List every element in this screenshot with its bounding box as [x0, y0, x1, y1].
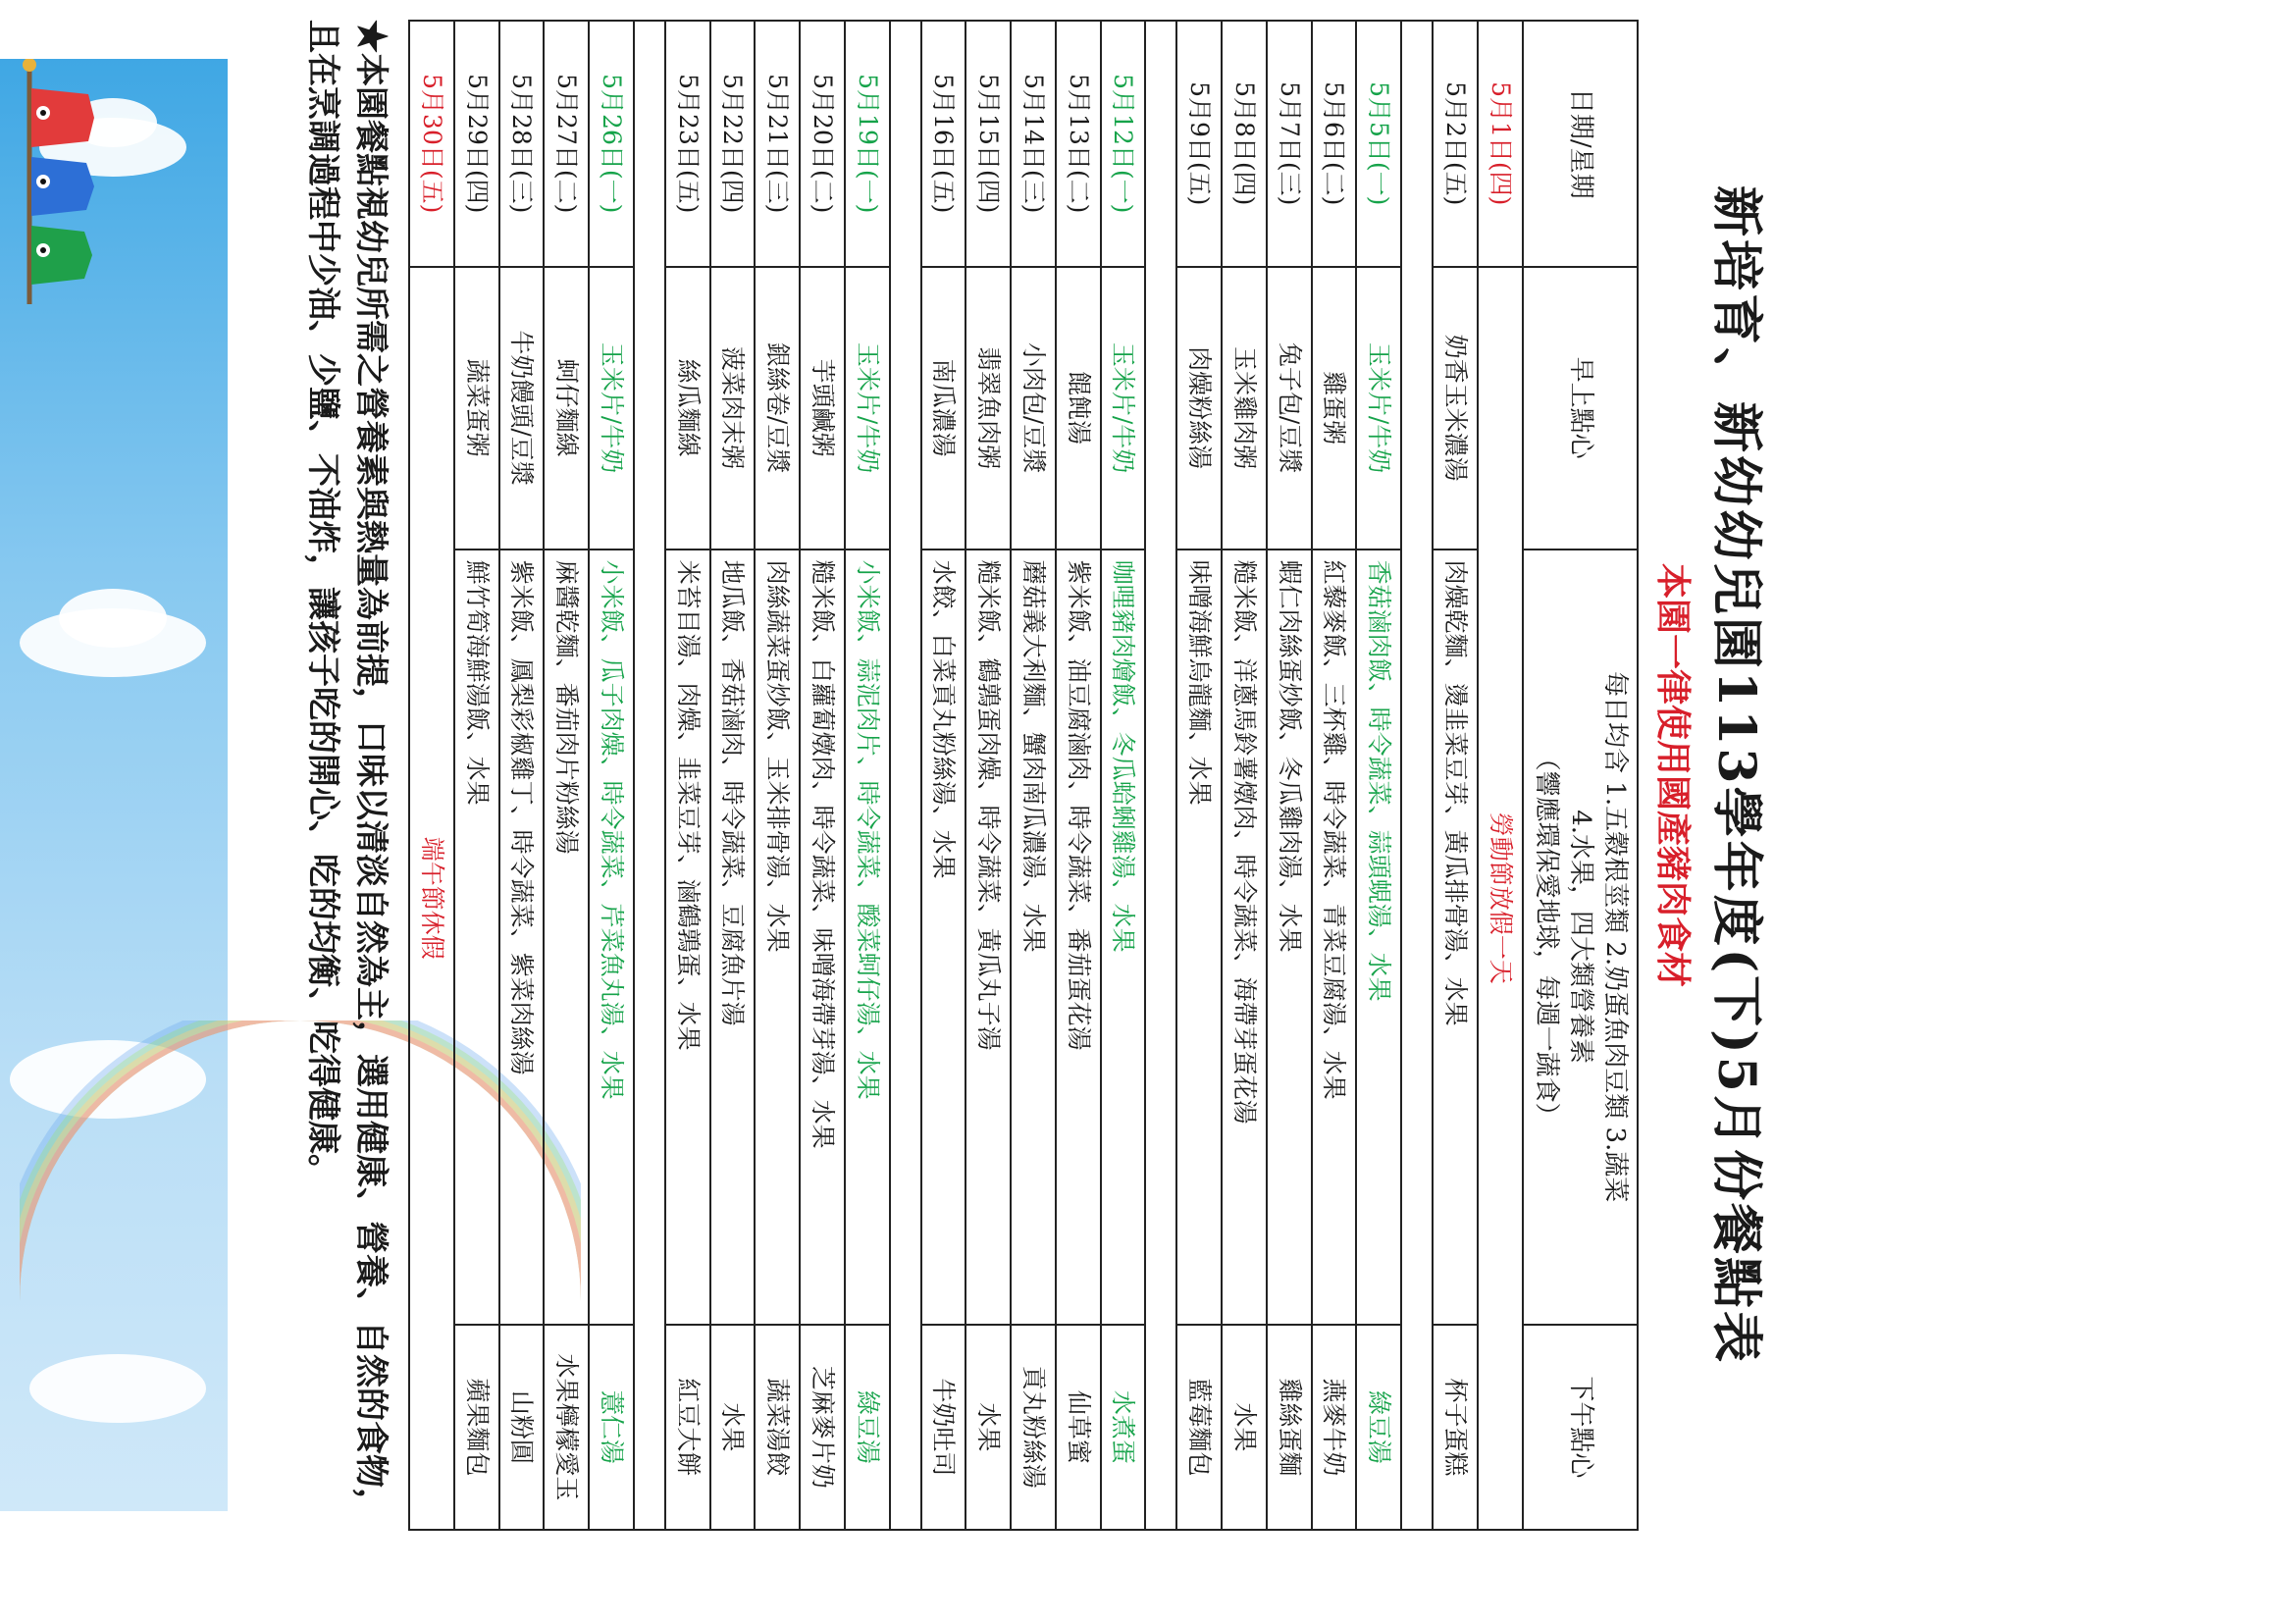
date-cell: 5月26日(一): [589, 21, 634, 267]
separator-cell: [890, 21, 921, 1530]
lunch-cell: 肉絲蔬菜蛋炒飯、玉米排骨湯、水果: [755, 550, 800, 1325]
week-separator: [1401, 21, 1433, 1530]
afternoon-snack-cell: 仙草蜜: [1056, 1325, 1101, 1530]
menu-body: [409, 21, 1523, 1530]
header-date: 日期/星期: [1523, 21, 1638, 267]
lunch-cell: 水餃、白菜貢丸粉絲湯、水果: [921, 550, 966, 1325]
morning-snack-cell: 牛奶饅頭/豆漿: [499, 267, 545, 550]
week-separator: [634, 21, 665, 1530]
morning-snack-cell: 玉米片/牛奶: [845, 267, 890, 550]
lunch-cell: 肉燥乾麵、燙韭菜豆芽、黃瓜排骨湯、水果: [1433, 550, 1478, 1325]
date-cell: 5月6日(二): [1312, 21, 1357, 267]
morning-snack-cell: 奶香玉米濃湯: [1433, 267, 1478, 550]
lunch-header-line3: （響應環保愛地球，每週一蔬食）: [1531, 745, 1561, 1128]
date-cell: 5月1日(四): [1478, 21, 1523, 267]
afternoon-snack-cell: 雞絲蛋麵: [1267, 1325, 1312, 1530]
morning-snack-cell: 肉燥粉絲湯: [1176, 267, 1222, 550]
lunch-header-line2: 4.水果，四大類營養素: [1565, 810, 1595, 1065]
afternoon-snack-cell: 水果: [965, 1325, 1011, 1530]
document-title: 新培育、新幼幼兒園113學年度(下)5月份餐點表: [1706, 185, 1766, 1365]
lunch-cell: 紫米飯、鳳梨彩椒雞丁、時令蔬菜、紫菜肉絲湯: [499, 550, 545, 1325]
morning-snack-cell: 玉米片/牛奶: [1101, 267, 1146, 550]
date-cell: 5月20日(二): [800, 21, 845, 267]
afternoon-snack-cell: 薏仁湯: [589, 1325, 634, 1530]
date-cell: 5月22日(四): [710, 21, 756, 267]
afternoon-snack-cell: 杯子蛋糕: [1433, 1325, 1478, 1530]
lunch-cell: 地瓜飯、香菇滷肉、時令蔬菜、豆腐魚片湯: [710, 550, 756, 1325]
menu-document: [302, 10, 1788, 1541]
holiday-row: [409, 21, 454, 1530]
table-row: [1176, 21, 1222, 1530]
table-row: [1312, 21, 1357, 1530]
afternoon-snack-cell: 芝麻麥片奶: [800, 1325, 845, 1530]
morning-snack-cell: 南瓜濃湯: [921, 267, 966, 550]
separator-cell: [1401, 21, 1433, 1530]
afternoon-snack-cell: 燕麥牛奶: [1312, 1325, 1357, 1530]
table-row: [454, 21, 499, 1530]
date-cell: 5月27日(二): [544, 21, 589, 267]
morning-snack-cell: 銀絲卷/豆漿: [755, 267, 800, 550]
table-row: [1056, 21, 1101, 1530]
header-morning: 早上點心: [1523, 267, 1638, 550]
date-cell: 5月19日(一): [845, 21, 890, 267]
holiday-note: 端午節休假: [409, 267, 454, 1530]
morning-snack-cell: 玉米雞肉粥: [1222, 267, 1267, 550]
lunch-cell: 小米飯、瓜子肉燥、時令蔬菜、芹菜魚丸湯、水果: [589, 550, 634, 1325]
lunch-cell: 咖哩豬肉燴飯、冬瓜蛤蜊雞湯、水果: [1101, 550, 1146, 1325]
morning-snack-cell: 餛飩湯: [1056, 267, 1101, 550]
afternoon-snack-cell: 牛奶吐司: [921, 1325, 966, 1530]
lunch-cell: 糙米飯、白蘿蔔燉肉、時令蔬菜、味噌海帶芽湯、水果: [800, 550, 845, 1325]
afternoon-snack-cell: 貢丸粉絲湯: [1011, 1325, 1056, 1530]
table-header-row: [1523, 21, 1638, 1530]
lunch-cell: 小米飯、蒜泥肉片、時令蔬菜、酸菜蚵仔湯、水果: [845, 550, 890, 1325]
lunch-cell: 米苔目湯、肉燥、韭菜豆芽、滷鶴鶉蛋、水果: [665, 550, 710, 1325]
morning-snack-cell: 蔬菜蛋粥: [454, 267, 499, 550]
date-cell: 5月8日(四): [1222, 21, 1267, 267]
date-cell: 5月15日(四): [965, 21, 1011, 267]
carp-streamer-icon: [10, 59, 98, 314]
cloud: [29, 1354, 206, 1423]
date-cell: 5月14日(三): [1011, 21, 1056, 267]
date-cell: 5月30日(五): [409, 21, 454, 267]
table-row: [800, 21, 845, 1530]
lunch-cell: 紫米飯、油豆腐滷肉、時令蔬菜、番茄蛋花湯: [1056, 550, 1101, 1325]
afternoon-snack-cell: 水煮蛋: [1101, 1325, 1146, 1530]
morning-snack-cell: 芋頭鹹粥: [800, 267, 845, 550]
table-row: [499, 21, 545, 1530]
holiday-note: 勞動節放假一天: [1478, 267, 1523, 1530]
lunch-cell: 紅藜麥飯、三杯雞、時令蔬菜、青菜豆腐湯、水果: [1312, 550, 1357, 1325]
date-cell: 5月12日(一): [1101, 21, 1146, 267]
week-separator: [890, 21, 921, 1530]
table-row: [1222, 21, 1267, 1530]
table-row: [921, 21, 966, 1530]
morning-snack-cell: 翡翠魚肉粥: [965, 267, 1011, 550]
date-cell: 5月2日(五): [1433, 21, 1478, 267]
afternoon-snack-cell: 水果: [1222, 1325, 1267, 1530]
menu-table: [408, 20, 1639, 1531]
lunch-cell: 蘑菇義大利麵、蟹肉南瓜濃湯、水果: [1011, 550, 1056, 1325]
table-row: [1433, 21, 1478, 1530]
table-row: [845, 21, 890, 1530]
afternoon-snack-cell: 綠豆湯: [1356, 1325, 1401, 1530]
separator-cell: [1145, 21, 1176, 1530]
table-row: [710, 21, 756, 1530]
table-row: [755, 21, 800, 1530]
afternoon-snack-cell: 水果檸檬愛玉: [544, 1325, 589, 1530]
date-cell: 5月13日(二): [1056, 21, 1101, 267]
header-lunch: [1523, 550, 1638, 1325]
afternoon-snack-cell: 水果: [710, 1325, 756, 1530]
table-row: [665, 21, 710, 1530]
document-subtitle: 本園一律使用國產豬肉食材: [1652, 562, 1694, 987]
lunch-header-line1: 每日均含 1.五穀根莖類 2.奶蛋魚肉豆類 3.蔬菜: [1600, 671, 1630, 1203]
morning-snack-cell: 菠菜肉末粥: [710, 267, 756, 550]
morning-snack-cell: 玉米片/牛奶: [1356, 267, 1401, 550]
afternoon-snack-cell: 紅豆大餅: [665, 1325, 710, 1530]
table-row: [544, 21, 589, 1530]
table-row: [589, 21, 634, 1530]
header-afternoon: 下午點心: [1523, 1325, 1638, 1530]
morning-snack-cell: 雞蛋粥: [1312, 267, 1357, 550]
page: [228, 0, 2296, 1623]
separator-cell: [634, 21, 665, 1530]
date-cell: 5月29日(四): [454, 21, 499, 267]
lunch-cell: 香菇滷肉飯、時令蔬菜、蒜頭蜆湯、水果: [1356, 550, 1401, 1325]
lunch-cell: 味噌海鮮烏龍麵、水果: [1176, 550, 1222, 1325]
lunch-cell: 麻醬乾麵、番茄肉片粉絲湯: [544, 550, 589, 1325]
afternoon-snack-cell: 藍莓麵包: [1176, 1325, 1222, 1530]
date-cell: 5月7日(三): [1267, 21, 1312, 267]
lunch-cell: 鮮竹筍海鮮湯飯、水果: [454, 550, 499, 1325]
date-cell: 5月23日(五): [665, 21, 710, 267]
date-cell: 5月16日(五): [921, 21, 966, 267]
date-cell: 5月9日(五): [1176, 21, 1222, 267]
morning-snack-cell: 蚵仔麵線: [544, 267, 589, 550]
afternoon-snack-cell: 山粉圓: [499, 1325, 545, 1530]
holiday-row: [1478, 21, 1523, 1530]
cloud: [59, 589, 167, 648]
table-row: [1267, 21, 1312, 1530]
footer-note: ★本園餐點視幼兒所需之營養素與熱量為前提，口味以清淡自然為主，選用健康、營養、自然的食物，且在烹調過程中少油、少鹽、不油炸，讓孩子吃的開心、吃的均衡、吃得健康。: [302, 20, 391, 1521]
afternoon-snack-cell: 綠豆湯: [845, 1325, 890, 1530]
date-cell: 5月28日(三): [499, 21, 545, 267]
lunch-cell: 糙米飯、洋蔥馬鈴薯燉肉、時令蔬菜、海帶芽蛋花湯: [1222, 550, 1267, 1325]
table-row: [1011, 21, 1056, 1530]
morning-snack-cell: 絲瓜麵線: [665, 267, 710, 550]
date-cell: 5月5日(一): [1356, 21, 1401, 267]
morning-snack-cell: 兔子包/豆漿: [1267, 267, 1312, 550]
morning-snack-cell: 玉米片/牛奶: [589, 267, 634, 550]
afternoon-snack-cell: 蔬菜湯餃: [755, 1325, 800, 1530]
lunch-cell: 蝦仁肉絲蛋炒飯、冬瓜雞肉湯、水果: [1267, 550, 1312, 1325]
morning-snack-cell: 小肉包/豆漿: [1011, 267, 1056, 550]
afternoon-snack-cell: 蘋果麵包: [454, 1325, 499, 1530]
week-separator: [1145, 21, 1176, 1530]
table-row: [1356, 21, 1401, 1530]
table-row: [965, 21, 1011, 1530]
date-cell: 5月21日(三): [755, 21, 800, 267]
lunch-cell: 糙米飯、鶴鶉蛋肉燥、時令蔬菜、黃瓜丸子湯: [965, 550, 1011, 1325]
table-row: [1101, 21, 1146, 1530]
